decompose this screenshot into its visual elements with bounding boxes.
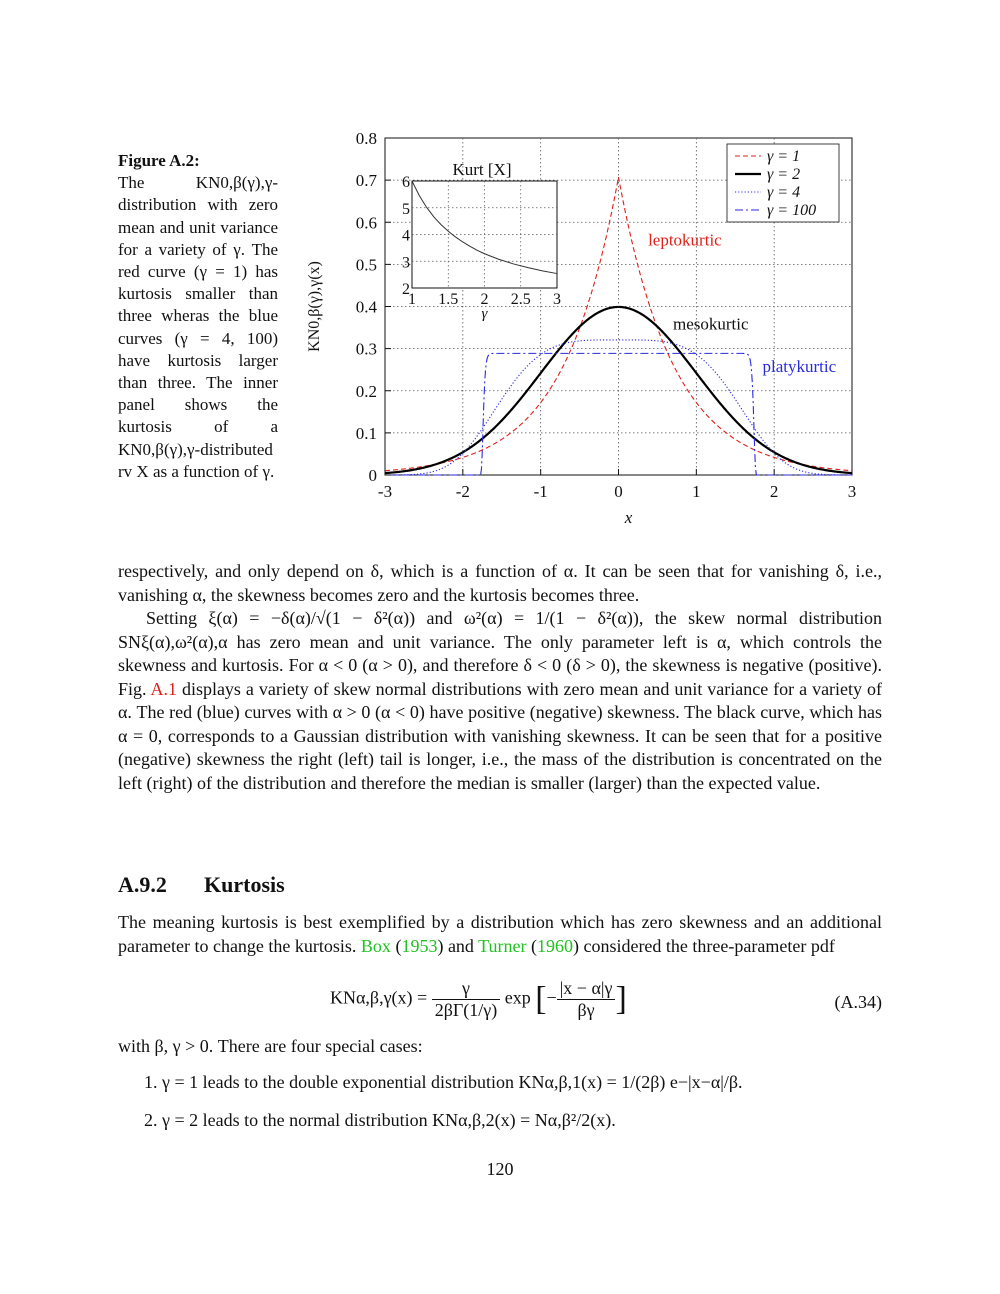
x-tick-label: -1 — [533, 482, 548, 501]
section-title: Kurtosis — [204, 872, 285, 897]
inset-x-tick-label: 1.5 — [438, 291, 459, 308]
paragraph-2-part-a: Setting ξ(α) = −δ(α)/√(1 − δ²(α)) and ω²(α) = 1/(1 − δ²(α)), the skew normal distribution SNξ(α),ω²(α),α has zero mean and unit variance. The only parameter left is α, which controls the skewness and kurtosis. For α < 0 (α > 0), and therefore δ < 0 (δ > 0), the skewness is negative (positive). Fig. — [118, 608, 882, 699]
inset-x-tick-label: 2 — [480, 291, 489, 308]
list-text: γ = 2 leads to the normal distribution KNα,β,2(x) = Nα,β²/2(x). — [162, 1110, 616, 1130]
inset-y-tick-label: 5 — [402, 200, 410, 218]
paragraph-3-part-a: The meaning kurtosis is best exemplified by a distribution which has zero skewness and an additional parameter to change the kurtosis. — [118, 912, 882, 956]
paragraph-3: The meaning kurtosis is best exemplified by a distribution which has zero skewness and an additional parameter to change the kurtosis. Box (1953) and Turner (1960) considered the three-parameter pdf — [118, 912, 882, 956]
paragraph-2 — [118, 607, 882, 795]
annotation-platykurtic: platykurtic — [762, 356, 837, 376]
paragraph-2-part-b: displays a variety of skew normal distributions with zero mean and unit variance for a variety of α. The red (blue) curves with α > 0 (α < 0) have positive (negative) skewness. The black curve, which has α = 0, corresponds to a Gaussian distribution with vanishing skewness. It can be seen that for a positive (negative) skewness the right (left) tail is longer, i.e., the mass of the distribution is concentrated on the left (right) of the distribution and therefore the median is smaller (larger) than the expected value. — [118, 678, 882, 793]
body-text — [118, 560, 882, 795]
x-tick-label: 2 — [769, 482, 779, 501]
figure-caption — [118, 150, 278, 483]
x-tick-label: 0 — [614, 482, 623, 501]
list-number: 2. — [144, 1110, 158, 1130]
inset-y-tick-label: 4 — [402, 227, 410, 245]
citation-box-year[interactable]: 1953 — [401, 935, 438, 956]
y-tick-label: 0 — [368, 466, 377, 485]
x-tick-label: 3 — [847, 482, 857, 501]
paragraph-3-part-b: considered the three-parameter pdf — [578, 935, 835, 956]
paragraph-4: with β, γ > 0. There are four special cases: — [118, 1036, 423, 1056]
citation-box-link[interactable]: Box — [360, 935, 391, 956]
inset-x-tick-label: 1 — [408, 291, 416, 308]
y-tick-label: 0.2 — [355, 381, 377, 401]
y-tick-label: 0.8 — [355, 129, 377, 148]
legend-label: γ = 4 — [767, 184, 801, 201]
inset-panel — [402, 160, 561, 322]
equation-lhs: KNα,β,γ(x) = — [330, 987, 428, 1008]
inset-y-tick-label: 2 — [402, 281, 410, 298]
equation-a34: KNα,β,γ(x) = $\frac{\gamma}{2\beta\Gamma(1/\gamma)}$ exp [− $\frac{|x - \alpha|\gamma}{\beta\gamma}$ ] (A.34) — [330, 978, 882, 1020]
list-item — [144, 1110, 616, 1131]
paragraph-1: respectively, and only depend on δ, which is a function of α. It can be seen that for vanishing δ, i.e., vanishing α, the skewness becomes zero and the kurtosis becomes three. — [118, 561, 882, 605]
legend-label: γ = 1 — [767, 148, 801, 165]
inset-x-tick-label: 2.5 — [510, 291, 531, 308]
y-tick-label: 0.7 — [355, 171, 377, 191]
legend-label: γ = 2 — [767, 166, 801, 183]
inset-x-axis-label: γ — [481, 306, 488, 322]
inset-y-tick-label: 6 — [402, 174, 410, 191]
annotation-leptokurtic: leptokurtic — [648, 230, 722, 250]
inset-title: Kurt [X] — [452, 160, 512, 179]
exponent-denominator: βγ — [577, 1000, 595, 1020]
figure-ref-link[interactable]: A.1 — [150, 678, 177, 699]
citation-turner-link[interactable]: Turner — [478, 935, 527, 956]
caption-text: The KN0,β(γ),γ-distribution with zero mean and unit variance for a variety of γ. The red curve (γ = 1) has kurtosis smaller than three wheras the blue curves (γ = 4, 100) have kurtosis larger than three. The inner panel shows the kurtosis of a KN0,β(γ),γ-distributed rv X as a function of γ. — [118, 173, 278, 481]
y-axis-label: KN0,β(γ),γ(x) — [306, 261, 323, 352]
x-axis-label: x — [624, 508, 633, 527]
section-heading — [118, 872, 285, 898]
annotation-mesokurtic: mesokurtic — [672, 314, 749, 334]
exponent-numerator: |x − α|γ — [557, 978, 616, 1000]
x-tick-label: -3 — [377, 482, 393, 501]
y-tick-label: 0.6 — [355, 213, 377, 233]
list-item — [144, 1072, 743, 1093]
inset-x-tick-label: 3 — [553, 291, 561, 308]
page-number: 120 — [486, 1159, 514, 1179]
caption-title: Figure A.2: — [118, 151, 200, 170]
equation-number: (A.34) — [834, 992, 882, 1012]
y-tick-label: 0.1 — [355, 423, 377, 443]
section-number: A.9.2 — [118, 872, 167, 897]
citation-turner-year[interactable]: 1960 — [536, 935, 573, 956]
equation-exponent — [557, 978, 616, 1021]
y-tick-label: 0.3 — [355, 339, 377, 359]
x-tick-label: -2 — [455, 482, 470, 501]
x-tick-label: 1 — [692, 482, 701, 501]
y-tick-label: 0.5 — [355, 255, 377, 275]
inset-y-tick-label: 3 — [402, 254, 410, 272]
paragraph-3-mid: and — [443, 935, 479, 956]
equation-exp: exp — [504, 987, 531, 1008]
prefactor-denominator: 2βΓ(1/γ) — [434, 1000, 498, 1020]
list-number: 1. — [144, 1072, 158, 1092]
legend-label: γ = 100 — [767, 202, 817, 219]
prefactor-numerator: γ — [432, 978, 501, 1000]
legend — [727, 144, 839, 222]
equation-prefactor — [432, 978, 501, 1021]
list-text: γ = 1 leads to the double exponential distribution KNα,β,1(x) = 1/(2β) e−|x−α|/β. — [162, 1072, 743, 1092]
annotations — [648, 230, 837, 375]
y-tick-label: 0.4 — [355, 297, 377, 317]
kurtosis-figure — [290, 120, 880, 540]
